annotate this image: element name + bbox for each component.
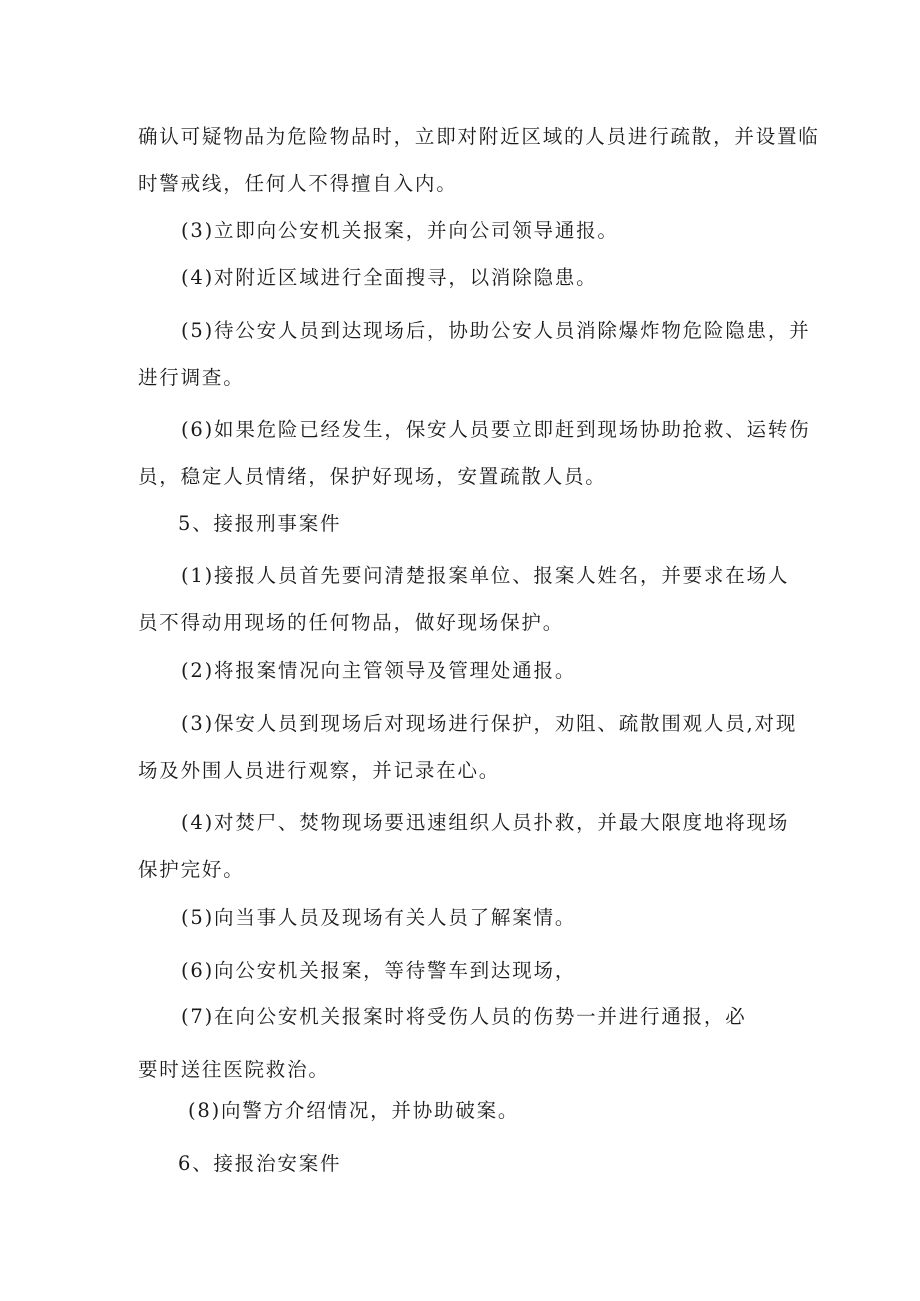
list-item-5: (5)待公安人员到达现场后，协助公安人员消除爆炸物危险隐患，并	[181, 319, 811, 342]
list-item-2: (2)将报案情况向主管领导及管理处通报。	[181, 659, 577, 682]
list-item-8: (8)向警方介绍情况，并协助破案。	[188, 1099, 520, 1122]
list-item-4-continued: 保护完好。	[138, 858, 245, 881]
list-item-1: (1)接报人员首先要问清楚报案单位、报案人姓名，并要求在场人	[181, 564, 790, 587]
list-item-6: (6)如果危险已经发生，保安人员要立即赶到现场协助抢救、运转伤	[181, 418, 811, 441]
list-item-7: (7)在向公安机关报案时将受伤人员的伤势一并进行通报，必	[181, 1005, 747, 1028]
list-item-7-continued: 要时送往医院救治。	[138, 1058, 330, 1081]
list-item-3: (3)立即向公安机关报案，并向公司领导通报。	[181, 219, 619, 242]
list-item-5: (5)向当事人员及现场有关人员了解案情。	[181, 906, 577, 929]
list-item-5-continued: 进行调查。	[138, 366, 245, 389]
paragraph-line: 时警戒线，任何人不得擅自入内。	[138, 172, 458, 195]
list-item-4: (4)对附近区域进行全面搜寻，以消除隐患。	[181, 266, 598, 289]
list-item-6: (6)向公安机关报案，等待警车到达现场，	[181, 959, 577, 982]
list-item-6-continued: 员，稳定人员情绪，保护好现场，安置疏散人员。	[138, 465, 607, 488]
list-item-4: (4)对焚尸、焚物现场要迅速组织人员扑救，并最大限度地将现场	[181, 811, 790, 834]
list-item-3: (3)保安人员到现场后对现场进行保护，劝阻、疏散围观人员,对现	[181, 712, 798, 735]
list-item-1-continued: 员不得动用现场的任何物品，做好现场保护。	[138, 611, 565, 634]
paragraph-line: 确认可疑物品为危险物品时，立即对附近区域的人员进行疏散，并设置临	[138, 125, 820, 148]
section-heading-6: 6、接报治安案件	[178, 1152, 342, 1175]
section-heading-5: 5、接报刑事案件	[178, 512, 342, 535]
list-item-3-continued: 场及外围人员进行观察，并记录在心。	[138, 759, 501, 782]
